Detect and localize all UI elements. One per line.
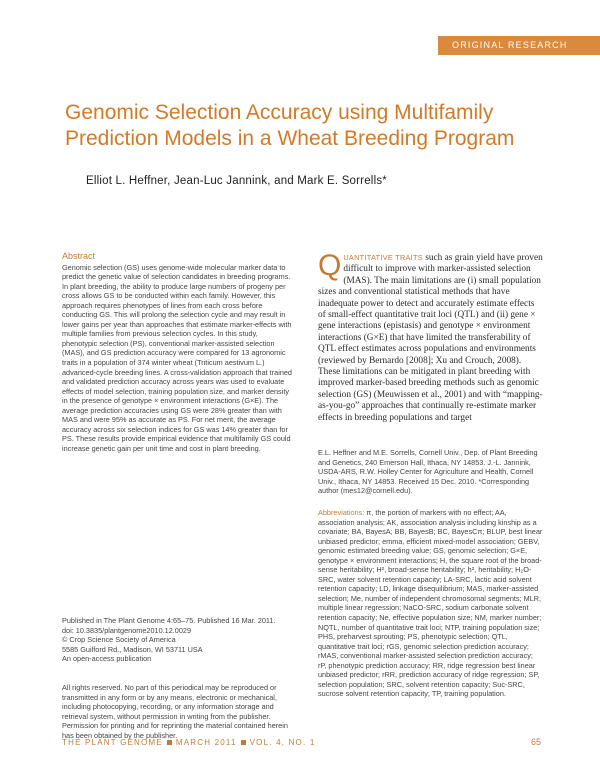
page-footer [62,738,315,747]
footer-date: MARCH 2011 [175,738,237,747]
title-line-2: Prediction Models in a Wheat Breeding Program [65,127,515,150]
abbreviations-block [318,508,543,699]
abstract-text: Genomic selection (GS) uses genome-wide molecular marker data to predict the genetic value of selection candidates in breeding programs. In plant breeding, the ability to produce large numbers of progeny per cross allows GS to be conducted within each family. However, this approach requires phenotypes of lines from each cross before conducting GS. This will prolong the selection cycle and may result in lower gains per year than approaches that estimate marker-effects with multiple families from previous selection cycles. In this study, phenotypic selection (PS), conventional marker-assisted selection (MAS), and GS prediction accuracy were compared for 13 agronomic traits in a population of 374 winter wheat (Triticum aestivum L.) advanced-cycle breeding lines. A cross-validation approach that trained and validated prediction accuracy across years was used to evaluate effects of model selection, training population size, and marker density in the presence of genotype × environment interactions (G×E). The average prediction accuracies using GS were 28% greater than with MAS and were 95% as accurate as PS. For net merit, the average accuracy across six selection indices for GS was 14% greater than for PS. These results provide empirical evidence that multifamily GS could increase genetic gain per unit time and cost in plant breeding. [62,262,292,453]
abstract-heading: Abstract [62,251,96,261]
pub-info-line: Published in The Plant Genome 4:65–75. Published 16 Mar. 2011. [62,616,276,625]
abstract-block [62,252,294,453]
page-number: 65 [531,737,542,747]
drop-cap: Q [318,249,342,282]
footer-volume: VOL. 4, NO. 1 [249,738,316,747]
footer-separator [241,740,246,745]
rights-statement: All rights reserved. No part of this periodical may be reproduced or transmitted in any form or by any means, electronic or mechanical, including photocopying, recording, or any information storage and retrieval system, without permission in writing from the publisher. Permission for printing and for reprinting the material contained herein has been obtained by the publisher. [62,683,288,740]
intro-paragraph [318,249,543,424]
abbreviations-text: π, the portion of markers with no effect; AA, association analysis; AK, association analysis including kinship as a covariate; BA, BayesA; BB, BayesB; BC, BayesCπ; BLUP, best linear unbiased predictor; emma, efficient mixed-model association; GEBV, genomic estimated breeding value; GS, genomic selection; G×E, genotype × environment interactions; H, the square root of the broad-sense heritability; H², broad-sense heritability; h², heritability; H₂O-SRC, water solvent retention capacity; LA-SRC, lactic acid solvent retention capacity; LD, linkage disequilibrium; MAS, marker-assisted selection; Me, number of independent chromosomal segments; MLR, multiple linear regression; NaCO-SRC, sodium carbonate solvent retention capacity; Ne, effective population size; NM, marker number; NQTL, number of quantitative trait loci; NTP, training population size; PHS, preharvest sprouting; PS, phenotypic selection; QTL, quantitative trait loci; rGS, genomic selection prediction accuracy; rMAS, conventional marker-assisted selection prediction accuracy; rP, phenotypic prediction accuracy; RR, ridge regression best linear unbiased predictor; rRR, prediction accuracy of ridge regression; SP, selection population; SRC, solvent retention capacity; Suc-SRC, sucrose solvent retention capacity; TP, training population. [318,508,543,699]
intro-small-caps: UANTITATIVE TRAITS [343,253,423,262]
author-list: Elliot L. Heffner, Jean-Luc Jannink, and Mark E. Sorrells* [86,175,387,187]
pub-info-line: © Crop Science Society of America [62,635,176,645]
title-line-1: Genomic Selection Accuracy using Multifamily [65,101,494,124]
publication-info [62,616,294,664]
pub-info-line: 5585 Guilford Rd., Madison, WI 53711 USA [62,644,203,654]
doi-link[interactable]: doi: 10.3835/plantgenome2010.12.0029 [62,625,192,635]
footer-separator [167,740,172,745]
author-affiliation: E.L. Heffner and M.E. Sorrells, Cornell Univ., Dep. of Plant Breeding and Genetics, 240 Emerson Hall, Ithaca, NY 14853. J.-L. Jannink, USDA-ARS, R.W. Holley Center for Agriculture and Health, Cornell Univ., Ithaca, NY 14853. Received 15 Dec. 2010. *Corresponding author (mes12@cornell.edu). [318,448,538,496]
footer-journal: THE PLANT GENOME [62,738,163,747]
intro-text: such as grain yield have proven difficult to improve with marker-assisted selection (MAS). The main limitations are (i) small population sizes and conventional statistical methods that have inadequate power to detect and accurately estimate effects of small-effect quantitative trait loci (QTL) and (ii) gene × gene interactions (epistasis) and genotype × environment interactions (G×E) that have limited the transferability of QTL effect estimates across populations and environments (reviewed by Bernardo [2008]; Xu and Crouch, 2008). These limitations can be mitigated in plant breeding with improved marker-based breeding methods such as genomic selection (GS) (Meuwissen et al., 2001) and with “mapping-as-you-go” approaches that continually re-estimate marker effects in breeding populations and target [318,253,543,423]
article-title [65,100,545,152]
pub-info-line: An open-access publication [62,654,152,664]
section-banner: ORIGINAL RESEARCH [438,36,600,55]
abbreviations-heading: Abbreviations: [318,508,365,517]
